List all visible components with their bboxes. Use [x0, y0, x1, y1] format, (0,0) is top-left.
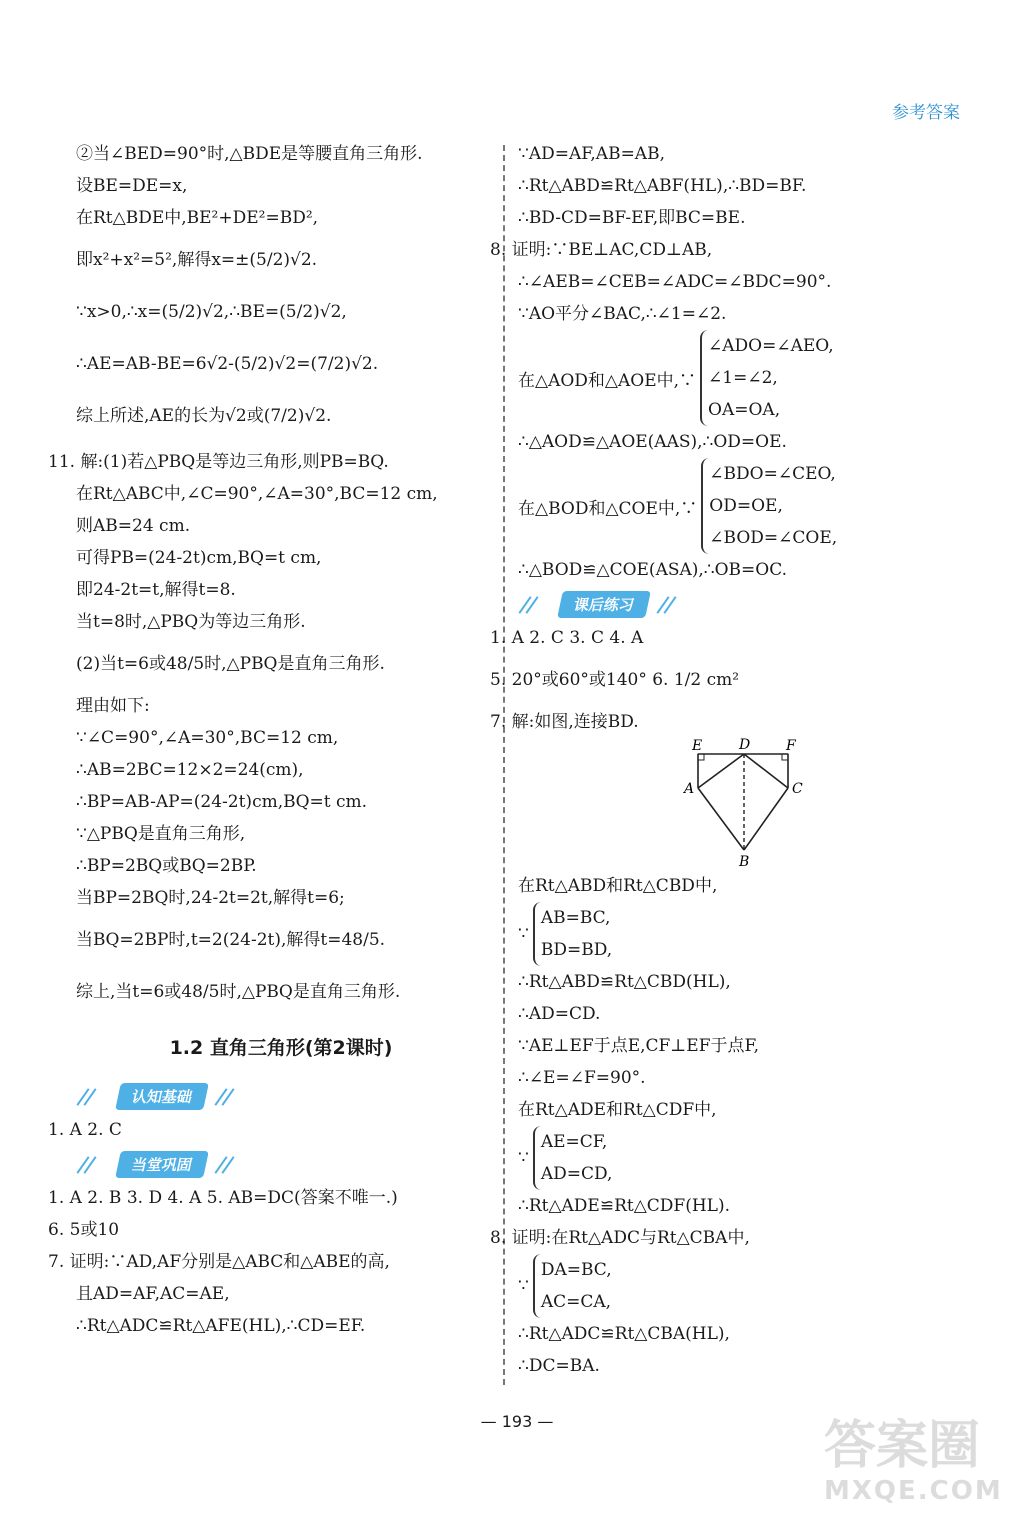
question-heading: 7. 证明:∵AD,AF分别是△ABC和△ABE的高,: [48, 1252, 390, 1272]
text-line: 当t=8时,△PBQ为等边三角形.: [76, 612, 306, 632]
text-line: ∴AD=CD.: [518, 1004, 601, 1024]
watermark-logo: [824, 1416, 1024, 1526]
text-line: ∴Rt△ABD≌Rt△ABF(HL),∴BD=BF.: [518, 176, 807, 196]
text-line: 在Rt△BDE中,BE²+DE²=BD²,: [76, 208, 319, 228]
section-title: 1.2 直角三角形(第2课时): [169, 1037, 393, 1059]
label-d: D: [739, 738, 751, 753]
question-11: [48, 446, 486, 1018]
text-line: ∴AB=2BC=12×2=24(cm),: [76, 760, 304, 780]
label-c: C: [792, 781, 803, 797]
text-line: ∵∠C=90°,∠A=30°,BC=12 cm,: [76, 728, 339, 748]
watermark-domain: MXQE.COM: [824, 1476, 1003, 1506]
text-line: 即x²+x²=5²,解得x=±(5/2)√2.: [76, 250, 318, 270]
text-line: ∴BP=AB-AP=(24-2t)cm,BQ=t cm.: [76, 792, 368, 812]
brace-item: AB=BC,: [540, 908, 611, 928]
slash-decoration-icon: [214, 1087, 236, 1105]
badge-row: [76, 1146, 486, 1182]
slash-decoration-icon: [518, 595, 540, 613]
text-line: 综上,当t=6或48/5时,△PBQ是直角三角形.: [76, 982, 401, 1002]
geometry-figure: [668, 738, 958, 870]
brace-lead: ∵: [518, 924, 529, 944]
label-b: B: [739, 854, 750, 870]
text-line: (2)当t=6或48/5时,△PBQ是直角三角形.: [76, 654, 385, 674]
brace-item: ∠ADO=∠AEO,: [708, 336, 834, 356]
text-line: ∴∠E=∠F=90°.: [518, 1068, 646, 1088]
brace-lead: 在△BOD和△COE中,∵: [518, 498, 698, 519]
right-angle-mark-f: [782, 754, 788, 760]
brace-item: ∠1=∠2,: [708, 368, 778, 388]
brace-items: [533, 902, 612, 966]
question-heading: 8. 证明:∵BE⊥AC,CD⊥AB,: [490, 240, 713, 260]
text-line: ∵x>0,∴x=(5/2)√2,∴BE=(5/2)√2,: [76, 302, 347, 322]
text-line: 且AD=AF,AC=AE,: [76, 1284, 230, 1304]
brace-system: [518, 330, 958, 426]
page-number: — 193 —: [480, 1412, 554, 1431]
segment-ab: [698, 788, 744, 850]
text-line: 在Rt△ADE和Rt△CDF中,: [518, 1100, 717, 1120]
text-line: ∴BP=2BQ或BQ=2BP.: [76, 856, 257, 876]
text-line: 当BP=2BQ时,24-2t=2t,解得t=6;: [76, 888, 345, 908]
text-line: 在Rt△ABD和Rt△CBD中,: [518, 876, 718, 896]
brace-lead: 在△AOD和△AOE中,∵: [518, 370, 697, 391]
brace-item: OD=OE,: [709, 496, 783, 516]
brace-system: [518, 1126, 958, 1190]
solution-part-2: [76, 138, 486, 442]
slash-decoration-icon: [76, 1155, 98, 1173]
answer-line: 6. 5或10: [48, 1220, 120, 1240]
slash-decoration-icon: [656, 595, 678, 613]
text-line: ∴BD-CD=BF-EF,即BC=BE.: [518, 208, 746, 228]
text-line: ∴Rt△ADC≌Rt△CBA(HL),: [518, 1324, 730, 1344]
segment-ad: [698, 754, 744, 788]
answer-line: 1. A 2. C 3. C 4. A: [490, 628, 644, 648]
text-line: 即24-2t=t,解得t=8.: [76, 580, 236, 600]
text-line: ∴Rt△ADC≌Rt△AFE(HL),∴CD=EF.: [76, 1316, 366, 1336]
question-heading: 11. 解:(1)若△PBQ是等边三角形,则PB=BQ.: [48, 452, 389, 472]
brace-items: [533, 1126, 613, 1190]
text-line: ∴△BOD≌△COE(ASA),∴OB=OC.: [518, 560, 788, 580]
brace-system: [518, 902, 958, 966]
label-e: E: [692, 738, 703, 754]
text-line: ∴Rt△ABD≌Rt△CBD(HL),: [518, 972, 731, 992]
brace-lead: ∵: [518, 1148, 529, 1168]
answer-line: 5. 20°或60°或140° 6. 1/2 cm²: [490, 670, 740, 690]
brace-items: [701, 458, 837, 554]
answer-line: 1. A 2. B 3. D 4. A 5. AB=DC(答案不唯一.): [48, 1188, 398, 1208]
brace-items: [700, 330, 834, 426]
brace-item: AC=CA,: [540, 1292, 612, 1312]
left-column: [48, 138, 486, 1342]
column-divider: [503, 145, 505, 1385]
text-line: ∵AD=AF,AB=AB,: [518, 144, 665, 164]
badge-row: [518, 586, 958, 622]
question-heading: 7. 解:如图,连接BD.: [490, 712, 639, 732]
slash-decoration-icon: [76, 1087, 98, 1105]
brace-item: DA=BC,: [540, 1260, 612, 1280]
right-angle-mark-e: [698, 754, 704, 760]
text-line: ∵AE⊥EF于点E,CF⊥EF于点F,: [518, 1036, 760, 1056]
brace-item: AD=CD,: [540, 1164, 613, 1184]
brace-item: ∠BOD=∠COE,: [709, 528, 838, 548]
badge-row: [76, 1078, 486, 1114]
text-line: 综上所述,AE的长为√2或(7/2)√2.: [76, 406, 332, 426]
text-line: ∴AE=AB-BE=6√2-(5/2)√2=(7/2)√2.: [76, 354, 379, 374]
brace-item: ∠BDO=∠CEO,: [709, 464, 836, 484]
text-line: 则AB=24 cm.: [76, 516, 191, 536]
text-line: ∵AO平分∠BAC,∴∠1=∠2.: [518, 304, 727, 324]
text-line: ②当∠BED=90°时,△BDE是等腰直角三角形.: [76, 144, 423, 164]
brace-item: BD=BD,: [540, 940, 613, 960]
text-line: 当BQ=2BP时,t=2(24-2t),解得t=48/5.: [76, 930, 386, 950]
text-line: 设BE=DE=x,: [76, 176, 188, 196]
section-badge: 当堂巩固: [115, 1151, 209, 1178]
text-line: 在Rt△ABC中,∠C=90°,∠A=30°,BC=12 cm,: [76, 484, 438, 504]
text-line: ∴Rt△ADE≌Rt△CDF(HL).: [518, 1196, 731, 1216]
text-line: ∴△AOD≌△AOE(AAS),∴OD=OE.: [518, 432, 787, 452]
segment-cb: [744, 788, 788, 850]
slash-decoration-icon: [214, 1155, 236, 1173]
segment-cd: [744, 754, 788, 788]
text-line: ∴DC=BA.: [518, 1356, 600, 1376]
label-f: F: [786, 738, 796, 754]
question-heading: 8. 证明:在Rt△ADC与Rt△CBA中,: [490, 1228, 750, 1248]
answer-line: 1. A 2. C: [48, 1120, 122, 1140]
watermark-text: 答案圈: [824, 1416, 981, 1476]
text-line: 理由如下:: [76, 696, 150, 716]
section-badge: 课后练习: [557, 591, 651, 618]
brace-items: [533, 1254, 612, 1318]
brace-system: [518, 1254, 958, 1318]
section-badge: 认知基础: [115, 1083, 209, 1110]
brace-lead: ∵: [518, 1276, 529, 1296]
kite-diagram: [668, 738, 818, 870]
label-a: A: [684, 781, 695, 797]
brace-item: AE=CF,: [540, 1132, 608, 1152]
header-label: 参考答案: [892, 103, 960, 123]
text-line: 可得PB=(24-2t)cm,BQ=t cm,: [76, 548, 322, 568]
brace-item: OA=OA,: [708, 400, 781, 420]
brace-system: [518, 458, 958, 554]
text-line: ∴∠AEB=∠CEB=∠ADC=∠BDC=90°.: [518, 272, 832, 292]
text-line: ∵△PBQ是直角三角形,: [76, 824, 246, 844]
right-column: [490, 138, 958, 1382]
